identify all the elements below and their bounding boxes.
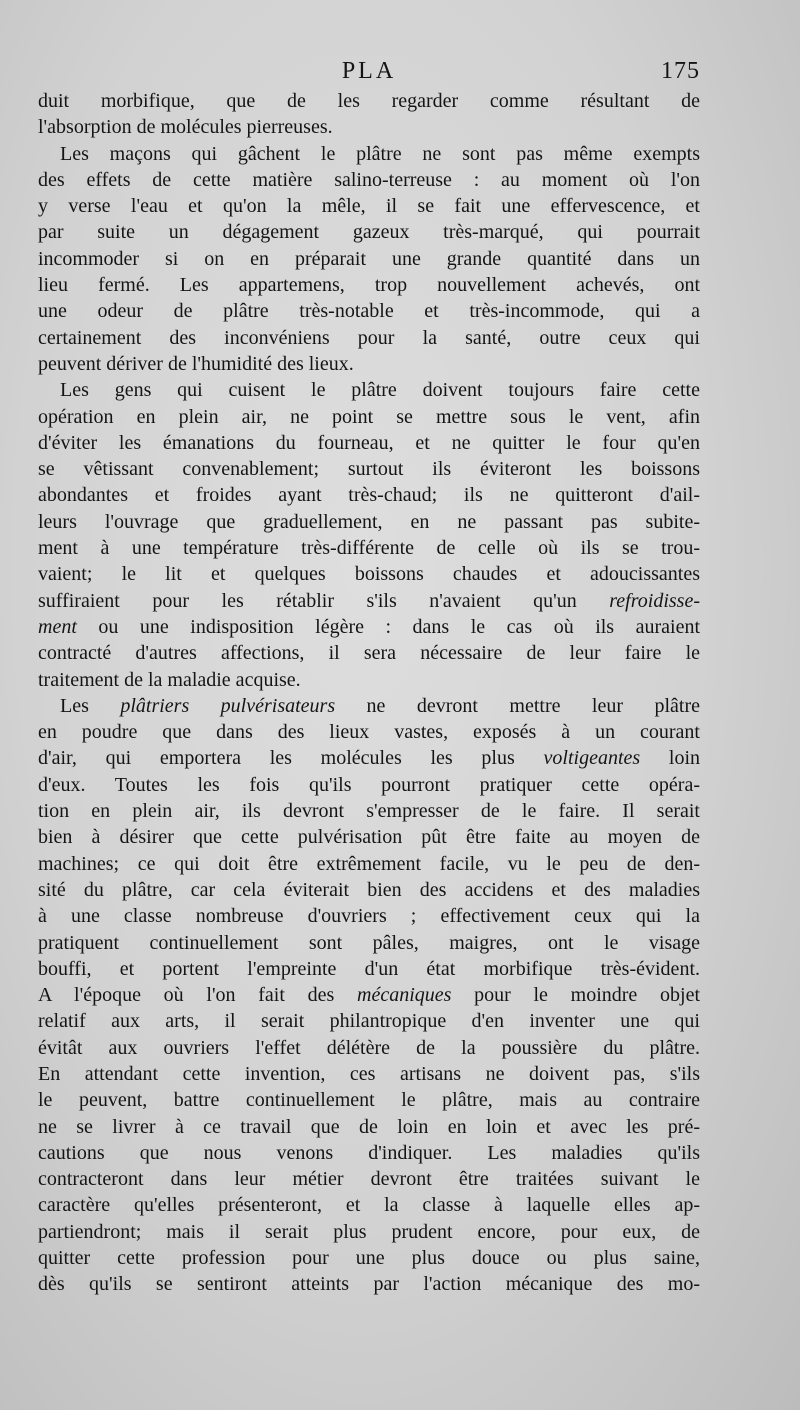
text-line [38, 1192, 700, 1218]
line-text: suffiraient pour les rétablir s'ils n'avaient qu'un [38, 589, 610, 612]
line-text: certainement des inconvéniens pour la santé, outre ceux qui [38, 326, 700, 349]
text-body [38, 88, 700, 1298]
line-text: pratiquent continuellement sont pâles, maigres, ont le visage [38, 931, 700, 954]
line-text: d'air, qui emportera les molécules les plus [38, 747, 544, 770]
line-text: contracteront dans leur métier devront être traitées suivant le [38, 1168, 700, 1191]
line-text: ou une indisposition légère : dans le cas où ils auraient [76, 615, 700, 638]
text-line [38, 1035, 700, 1061]
line-text: évitât aux ouvriers l'effet délétère de la poussière du plâtre. [38, 1036, 700, 1059]
text-line [38, 982, 700, 1008]
line-text: machines; ce qui doit être extrêmement facile, vu le peu de den- [38, 852, 700, 875]
text-line [38, 588, 700, 614]
text-line [38, 930, 700, 956]
text-line [38, 1061, 700, 1087]
line-text: y verse l'eau et qu'on la mêle, il se fait une effervescence, et [38, 195, 700, 218]
line-text: à une classe nombreuse d'ouvriers ; effectivement ceux qui la [38, 905, 700, 928]
text-line [38, 1087, 700, 1113]
text-line [38, 903, 700, 929]
running-head: PLA [341, 58, 397, 84]
text-line [38, 824, 700, 850]
line-text: ne se livrer à ce travail que de loin en loin et avec les pré- [38, 1115, 700, 1138]
text-line [38, 219, 700, 245]
text-line [38, 430, 700, 456]
text-line [38, 1271, 700, 1297]
line-text: partiendront; mais il serait plus prudent encore, pour eux, de [38, 1220, 700, 1243]
paragraph [38, 88, 700, 141]
line-text: bouffi, et portent l'empreinte d'un état morbifique très-évident. [38, 957, 700, 980]
line-text: sité du plâtre, car cela éviterait bien des accidens et des maladies [38, 878, 700, 901]
line-text: lieu fermé. Les appartemens, trop nouvellement achevés, ont [38, 274, 700, 297]
text-line [38, 640, 700, 666]
line-text: incommoder si on en préparait une grande quantité dans un [38, 247, 700, 270]
line-text: peuvent dériver de l'humidité des lieux. [38, 352, 354, 375]
line-text: vaient; le lit et quelques boissons chaudes et adoucissantes [38, 563, 700, 586]
line-text: pour le moindre objet [451, 984, 700, 1007]
line-text: quitter cette profession pour une plus douce ou plus saine, [38, 1247, 700, 1270]
line-text: caractère qu'elles présenteront, et la classe à laquelle elles ap- [38, 1194, 700, 1217]
line-text: Les gens qui cuisent le plâtre doivent toujours faire cette [60, 379, 700, 402]
line-text: bien à désirer que cette pulvérisation pût être faite au moyen de [38, 826, 700, 849]
line-text: le peuvent, battre continuellement le plâtre, mais au contraire [38, 1089, 700, 1112]
line-text: d'eux. Toutes les fois qu'ils pourront pratiquer cette opéra- [38, 773, 700, 796]
text-line [38, 377, 700, 403]
text-line [38, 482, 700, 508]
line-text: Les maçons qui gâchent le plâtre ne sont pas même exempts [60, 142, 700, 165]
line-text: se vêtissant convenablement; surtout ils éviteront les boissons [38, 458, 700, 481]
line-text: tion en plein air, ils devront s'empresser de le faire. Il serait [38, 800, 700, 823]
text-line [38, 772, 700, 798]
text-line [38, 719, 700, 745]
text-line [38, 1166, 700, 1192]
line-text: abondantes et froides ayant très-chaud; ils ne quitteront d'ail- [38, 484, 700, 507]
line-text: ment à une température très-différente de celle où ils se trou- [38, 537, 700, 560]
text-line [38, 1140, 700, 1166]
text-line [38, 614, 700, 640]
paragraph [38, 141, 700, 378]
text-line [38, 456, 700, 482]
line-text: traitement de la maladie acquise. [38, 668, 301, 691]
text-line [38, 535, 700, 561]
text-line [38, 141, 700, 167]
text-line [38, 1008, 700, 1034]
italic-text: refroidisse- [609, 589, 700, 612]
text-line [38, 88, 700, 114]
line-text: une odeur de plâtre très-notable et très-incommode, qui a [38, 300, 700, 323]
line-text: Les [60, 694, 121, 717]
line-text: duit morbifique, que de les regarder comme résultant de [38, 90, 700, 112]
text-line [38, 167, 700, 193]
text-line [38, 851, 700, 877]
text-line [38, 956, 700, 982]
italic-text: voltigeantes [543, 747, 641, 770]
line-text: leurs l'ouvrage que graduellement, en ne passant pas subite- [38, 510, 700, 533]
text-line [38, 693, 700, 719]
text-line [38, 667, 700, 693]
text-line [38, 404, 700, 430]
line-text: opération en plein air, ne point se mettre sous le vent, afin [38, 405, 700, 428]
text-line [38, 745, 700, 771]
line-text: d'éviter les émanations du fourneau, et ne quitter le four qu'en [38, 431, 700, 454]
line-text: relatif aux arts, il serait philantropique d'en inventer une qui [38, 1010, 700, 1033]
line-text: contracté d'autres affections, il sera nécessaire de leur faire le [38, 642, 700, 665]
text-line [38, 1114, 700, 1140]
text-line [38, 272, 700, 298]
text-line [38, 325, 700, 351]
line-text: en poudre que dans des lieux vastes, exposés à un courant [38, 721, 700, 744]
text-line [38, 246, 700, 272]
line-text: ne devront mettre leur plâtre [335, 694, 700, 717]
line-text: loin [640, 747, 701, 770]
line-text: cautions que nous venons d'indiquer. Les maladies qu'ils [38, 1141, 700, 1164]
paragraph [38, 693, 700, 1298]
text-line [38, 193, 700, 219]
line-text: par suite un dégagement gazeux très-marqué, qui pourrait [38, 221, 700, 244]
italic-text: plâtriers pulvérisateurs [120, 694, 336, 717]
line-text: En attendant cette invention, ces artisans ne doivent pas, s'ils [38, 1062, 700, 1085]
italic-text: ment [38, 615, 77, 638]
line-text: des effets de cette matière salino-terreuse : au moment où l'on [38, 168, 700, 191]
text-line [38, 298, 700, 324]
text-line [38, 351, 700, 377]
text-line [38, 1219, 700, 1245]
italic-text: mécaniques [357, 984, 452, 1007]
text-line [38, 798, 700, 824]
text-line [38, 877, 700, 903]
text-line [38, 114, 700, 140]
text-line [38, 509, 700, 535]
text-line [38, 561, 700, 587]
paragraph [38, 377, 700, 693]
line-text: dès qu'ils se sentiront atteints par l'action mécanique des mo- [38, 1273, 700, 1296]
line-text: A l'époque où l'on fait des [38, 984, 357, 1007]
page-header [38, 58, 700, 88]
line-text: l'absorption de molécules pierreuses. [38, 116, 333, 139]
page-number: 175 [661, 58, 700, 84]
text-line [38, 1245, 700, 1271]
